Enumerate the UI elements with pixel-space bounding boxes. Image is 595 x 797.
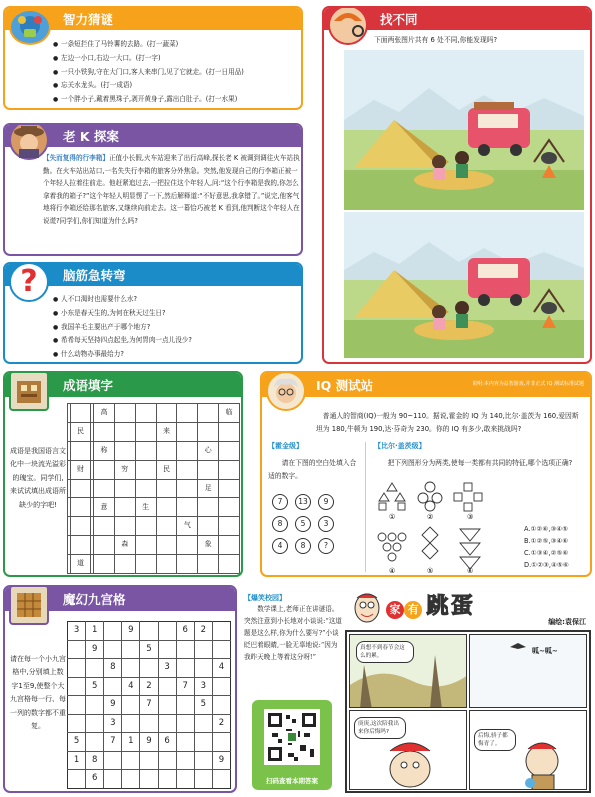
idiom-cell: 高 (94, 404, 115, 423)
idiom-cell (70, 479, 91, 498)
iq-intro: 普通人的智商(IQ)一般为 90~110。据说,霍金的 IQ 为 140,比尔·盖茨为 160,爱因斯坦为 180,牛顿为 190,达·芬奇为 230。你的 IQ 有多少,敢来挑战吗? (316, 412, 579, 433)
idiom-cell (198, 498, 219, 517)
sudoku-cell: 7 (140, 696, 158, 715)
sudoku-cell (86, 659, 104, 678)
idiom-cell: 足 (198, 479, 219, 498)
idiom-cell (156, 555, 177, 574)
spot-image-bottom (344, 212, 584, 358)
idiom-cell (114, 404, 135, 423)
comic-title-char: 有 (404, 601, 422, 619)
sudoku-cell: 9 (104, 696, 122, 715)
shape-num: ② (427, 513, 434, 521)
riddle-title: 智力猜谜 (63, 12, 114, 27)
sudoku-cell: 9 (86, 640, 104, 659)
iq-gates-text: 把下列图形分为两类,使每一类都有共同的特征,哪个选项正确? (387, 459, 573, 467)
idiom-cell (156, 479, 177, 498)
sudoku-cell (212, 622, 230, 641)
riddle-list (53, 38, 244, 107)
iq-circle: 7 (272, 494, 288, 510)
idiom-cell (70, 498, 91, 517)
idiom-cell: 穷 (114, 460, 135, 479)
idiom-cell: 意 (94, 498, 115, 517)
idiom-cell (219, 555, 240, 574)
detective-subtitle: 【失而复得的行李箱】 (43, 154, 109, 162)
sudoku-cell: 3 (194, 677, 212, 696)
iq-option: A.①②⑥,③④⑤ (524, 525, 569, 533)
iq-title: IQ 测试站 (316, 378, 374, 393)
idiom-cell (135, 479, 156, 498)
idiom-cell (198, 555, 219, 574)
riddle-item: ● 左边一小口,右边一大口。(打一字) (53, 52, 244, 66)
idiom-cell: 象 (198, 536, 219, 555)
sudoku-cell (86, 733, 104, 752)
brain-item: ● 希希每天坚持四点起坐,为何胃肉一点儿没少? (53, 334, 192, 348)
spot-image-top (344, 50, 584, 210)
iq-circle: 13 (295, 494, 311, 510)
iq-option: C.①③④,②⑤⑥ (524, 549, 569, 557)
sudoku-cell: 1 (86, 622, 104, 641)
idiom-cell (219, 460, 240, 479)
idiom-cell (177, 498, 198, 517)
idiom-cell: 财 (70, 460, 91, 479)
idiom-cell (219, 536, 240, 555)
idiom-cell (198, 404, 219, 423)
qr-code-icon[interactable] (264, 709, 320, 765)
sudoku-cell (194, 714, 212, 733)
sudoku-cell: 4 (122, 677, 140, 696)
comic-bubble: 真想不到春节会这么的累。 (356, 641, 414, 663)
spot-instruction: 下面两张图片共有 6 处不同,你能发现吗? (374, 36, 498, 44)
sudoku-cell (158, 714, 176, 733)
idiom-cell (94, 517, 115, 536)
question-mark-icon: ? (9, 262, 49, 302)
idiom-cell (156, 498, 177, 517)
idiom-cell (177, 536, 198, 555)
riddle-item: ● 忘关水龙头。(打一成语) (53, 79, 244, 93)
sudoku-desc: 请在每一个小九宫格中,分别填上数字1至9,使整个大九宫格每一行、每一列的数字都不重复。 (10, 655, 66, 731)
idiom-cell (135, 536, 156, 555)
shape-num: ⑤ (427, 567, 434, 575)
iq-shapes-figure (372, 481, 522, 575)
iq-gates-label: 【比尔·盖茨级】 (374, 442, 426, 450)
idiom-cell (219, 441, 240, 460)
sudoku-cell: 5 (68, 733, 86, 752)
comic-title-char: 家 (386, 601, 404, 619)
comic-bubble: 庚庚,这次陪我出来你后悔吗? (354, 717, 406, 739)
idiom-cell (198, 517, 219, 536)
sudoku-cell (194, 751, 212, 770)
sudoku-cell: 2 (140, 677, 158, 696)
brain-item: ● 人不口渴时也需要什么水? (53, 293, 192, 307)
sudoku-cell (104, 622, 122, 641)
idiom-cell (156, 404, 177, 423)
comic-title-block (350, 590, 590, 630)
idiom-cell (177, 422, 198, 441)
iq-hawking-text: 请在下图的空白处填入合适的数字。 (268, 459, 357, 480)
sudoku-cell (194, 640, 212, 659)
comic-panel-1 (349, 634, 467, 708)
sudoku-cell (158, 770, 176, 789)
shape-num: ③ (467, 513, 474, 521)
qr-caption: 扫码查看本期答案 (266, 777, 318, 786)
detective-panel (3, 123, 303, 256)
shape-num: ① (389, 513, 396, 521)
sudoku-cell (140, 714, 158, 733)
idiom-panel (3, 371, 243, 577)
comic-title-char: 跳 (426, 594, 449, 619)
idiom-cell (114, 555, 135, 574)
iq-circle: 4 (272, 538, 288, 554)
brain-panel (3, 262, 303, 364)
idiom-cell: 临 (219, 404, 240, 423)
comic-title-char: 蛋 (450, 594, 473, 619)
idiom-cell (135, 517, 156, 536)
detective-title: 老 K 探案 (63, 129, 119, 144)
riddle-item: ● 一条短拦住了马铃薯的去路。(打一蔬菜) (53, 38, 244, 52)
idiom-cell (114, 441, 135, 460)
idiom-cell: 民 (70, 422, 91, 441)
sudoku-cell (212, 677, 230, 696)
brain-item: ● 小东是春天生的,为何在秋天过生日? (53, 307, 192, 321)
sudoku-cell (122, 696, 140, 715)
comic-panel-4 (469, 710, 587, 790)
campus-text: 数学课上,老师正在讲谜语。突然注意到小长地对小谈说:“这道题是这么样,你为什么要写?”小谈眨巴着眼睛,一脸无辜地说:“因为我昨天晚上等着这分呀!” (244, 605, 342, 662)
idiom-cell (219, 479, 240, 498)
sudoku-title: 魔幻九宫格 (63, 592, 126, 607)
sudoku-cell (176, 770, 194, 789)
sudoku-cell: 3 (158, 659, 176, 678)
idiom-cell (177, 479, 198, 498)
idiom-desc: 成语是我国语言文化中一块流光溢彩的瑰宝。同学们,来试试填出成语所缺少的字吧! (10, 447, 66, 509)
detective-header (5, 125, 301, 147)
idiom-cell: 气 (177, 517, 198, 536)
idiom-cell (177, 460, 198, 479)
sudoku-cell: 6 (86, 770, 104, 789)
iq-panel (260, 371, 592, 577)
sudoku-cell (104, 640, 122, 659)
iq-hawking-label: 【霍金级】 (268, 442, 303, 450)
sudoku-cell (122, 770, 140, 789)
idiom-cell: 森 (114, 536, 135, 555)
iq-option: D.①②③,④⑤⑥ (524, 561, 569, 569)
sudoku-cell: 5 (140, 640, 158, 659)
sudoku-cell: 5 (194, 696, 212, 715)
iq-header-note: 说明:本内容为益智游戏,并非正式 IQ 测试标准试题 (472, 381, 584, 387)
idiom-cell: 道 (70, 555, 91, 574)
sudoku-cell (194, 770, 212, 789)
sudoku-cell: 8 (86, 751, 104, 770)
sudoku-cell (194, 659, 212, 678)
sudoku-cell (158, 640, 176, 659)
idiom-cell (70, 536, 91, 555)
shape-num: ⑥ (467, 567, 474, 575)
idiom-cell (177, 404, 198, 423)
idiom-cell (135, 404, 156, 423)
idiom-cell (198, 460, 219, 479)
idiom-cell (114, 422, 135, 441)
iq-circle-grid (272, 494, 342, 558)
shape-num: ④ (389, 567, 396, 575)
brain-title: 脑筋急转弯 (63, 268, 126, 283)
iq-options (524, 523, 569, 571)
idiom-cell: 民 (156, 460, 177, 479)
sudoku-cell (68, 696, 86, 715)
sudoku-cell (194, 733, 212, 752)
sudoku-cell (158, 622, 176, 641)
idiom-cell (219, 498, 240, 517)
sudoku-cell (122, 714, 140, 733)
comic-sfx: 呱~呱~ (532, 647, 558, 655)
idiom-grid (67, 403, 240, 574)
riddle-panel (3, 6, 303, 110)
sudoku-cell (68, 677, 86, 696)
iq-option: B.①②⑤,③④⑥ (524, 537, 569, 545)
sudoku-cell (140, 622, 158, 641)
sudoku-cell: 9 (212, 751, 230, 770)
idiom-cell (198, 422, 219, 441)
sudoku-avatar-icon (9, 585, 49, 625)
sudoku-cell (122, 640, 140, 659)
riddle-item: ● 一个胖小子,戴着黑珠子,剥开黄身子,露出白肚子。(打一水果) (53, 93, 244, 107)
idiom-cell (94, 555, 115, 574)
sudoku-cell (104, 770, 122, 789)
detective-text: 正值小长假,火车站迎来了出行高峰,探长老 K 被调到调往火车站执勤。在火车站出站口,一名失失行李箱的旅客分外焦急。突然,他发现自己的行李箱正被一个年轻人拉着往前走。他赶紧追过去,一把拉住这个年轻人,问:“这个行李箱是我的,你怎么拿着我的箱子?”这个年轻人明显愣了一下,然后解释道:“不好意思,我拿错了。”说完,他客气地将行李箱还给那名旅客,又继续向前走去。这一幕恰巧被老 K 看到,他判断这个年轻人在说谎?同学们,你们知道为什么吗? (43, 154, 300, 225)
sudoku-panel (3, 585, 237, 793)
sudoku-cell: 2 (194, 622, 212, 641)
sudoku-cell (176, 696, 194, 715)
idiom-cell (156, 517, 177, 536)
idiom-cell (114, 479, 135, 498)
idiom-cell (177, 555, 198, 574)
qr-block (252, 700, 332, 790)
idiom-cell (94, 536, 115, 555)
sudoku-cell (104, 677, 122, 696)
idiom-cell (135, 460, 156, 479)
sudoku-cell (212, 640, 230, 659)
idiom-cell: 来 (156, 422, 177, 441)
idiom-avatar-icon (9, 371, 49, 411)
sudoku-cell: 4 (212, 659, 230, 678)
sudoku-cell (140, 659, 158, 678)
idiom-cell (156, 536, 177, 555)
sudoku-cell: 8 (104, 659, 122, 678)
sudoku-cell (158, 696, 176, 715)
sudoku-grid (67, 621, 231, 789)
sudoku-cell: 9 (140, 733, 158, 752)
sudoku-cell (212, 696, 230, 715)
sudoku-cell (176, 659, 194, 678)
brain-header (5, 264, 301, 286)
sudoku-cell: 1 (122, 733, 140, 752)
sudoku-cell: 9 (122, 622, 140, 641)
sudoku-cell (86, 714, 104, 733)
sudoku-cell (68, 714, 86, 733)
comic-panel-2 (469, 634, 587, 708)
iq-circle: 8 (295, 538, 311, 554)
idiom-cell (94, 460, 115, 479)
iq-shapes (372, 481, 522, 575)
iq-circle: ? (318, 538, 334, 554)
sudoku-cell (176, 733, 194, 752)
sudoku-cell: 6 (176, 622, 194, 641)
sudoku-cell (212, 733, 230, 752)
sudoku-cell (104, 751, 122, 770)
sudoku-cell (212, 770, 230, 789)
idiom-cell: 心 (198, 441, 219, 460)
idiom-cell (156, 441, 177, 460)
detective-story (43, 152, 301, 228)
sudoku-cell (176, 714, 194, 733)
idiom-cell (135, 555, 156, 574)
sudoku-cell (140, 770, 158, 789)
brain-item: ● 什么动物办事最给力? (53, 348, 192, 362)
brain-list (53, 293, 192, 362)
sudoku-cell (122, 659, 140, 678)
riddle-avatar-icon (9, 9, 51, 45)
idiom-cell (70, 441, 91, 460)
comic-editor: 编绘:袁保江 (548, 618, 586, 626)
iq-circle: 5 (295, 516, 311, 532)
idiom-cell (94, 479, 115, 498)
sudoku-cell: 5 (86, 677, 104, 696)
sudoku-cell (122, 751, 140, 770)
sudoku-cell: 7 (176, 677, 194, 696)
campus-label: 【爆笑校园】 (244, 594, 286, 602)
idiom-cell: 称 (94, 441, 115, 460)
brain-item: ● 我国羊毛主要出产于哪个地方? (53, 321, 192, 335)
sudoku-cell: 3 (68, 622, 86, 641)
idiom-title: 成语填字 (63, 378, 114, 393)
iq-circle: 3 (318, 516, 334, 532)
sudoku-cell: 7 (104, 733, 122, 752)
sudoku-cell: 3 (104, 714, 122, 733)
idiom-cell (219, 517, 240, 536)
sudoku-cell (68, 659, 86, 678)
comic-title (386, 592, 473, 622)
riddle-item: ● 一只小铁狗,守在大门口,客人来串门,见了它就走。(打一日用品) (53, 66, 244, 80)
sudoku-cell (140, 751, 158, 770)
sudoku-cell: 1 (68, 751, 86, 770)
iq-avatar-icon (266, 371, 306, 411)
sudoku-cell (68, 770, 86, 789)
iq-circle: 8 (272, 516, 288, 532)
sudoku-cell (176, 751, 194, 770)
sudoku-cell (176, 640, 194, 659)
idiom-cell (114, 498, 135, 517)
idiom-cell: 生 (135, 498, 156, 517)
idiom-cell (94, 422, 115, 441)
idiom-cell (135, 441, 156, 460)
campus-block (244, 594, 342, 704)
idiom-cell (70, 517, 91, 536)
idiom-cell (219, 422, 240, 441)
idiom-cell (177, 441, 198, 460)
sudoku-cell (158, 751, 176, 770)
sudoku-cell: 2 (212, 714, 230, 733)
idiom-cell (114, 517, 135, 536)
sudoku-cell (68, 640, 86, 659)
spot-avatar-icon (328, 6, 368, 45)
comic-panel-3 (349, 710, 467, 790)
sudoku-cell (86, 696, 104, 715)
comic-strip (345, 630, 591, 793)
comic-mascot-icon (352, 590, 382, 624)
sudoku-cell (158, 677, 176, 696)
idiom-cell (70, 404, 91, 423)
iq-circle: 9 (318, 494, 334, 510)
spot-title: 找不同 (380, 12, 418, 27)
iq-divider (365, 442, 366, 572)
spot-panel (322, 6, 592, 364)
sudoku-cell: 6 (158, 733, 176, 752)
comic-bubble: 后悔,骄子都悔青了。 (474, 729, 516, 751)
idiom-cell (135, 422, 156, 441)
